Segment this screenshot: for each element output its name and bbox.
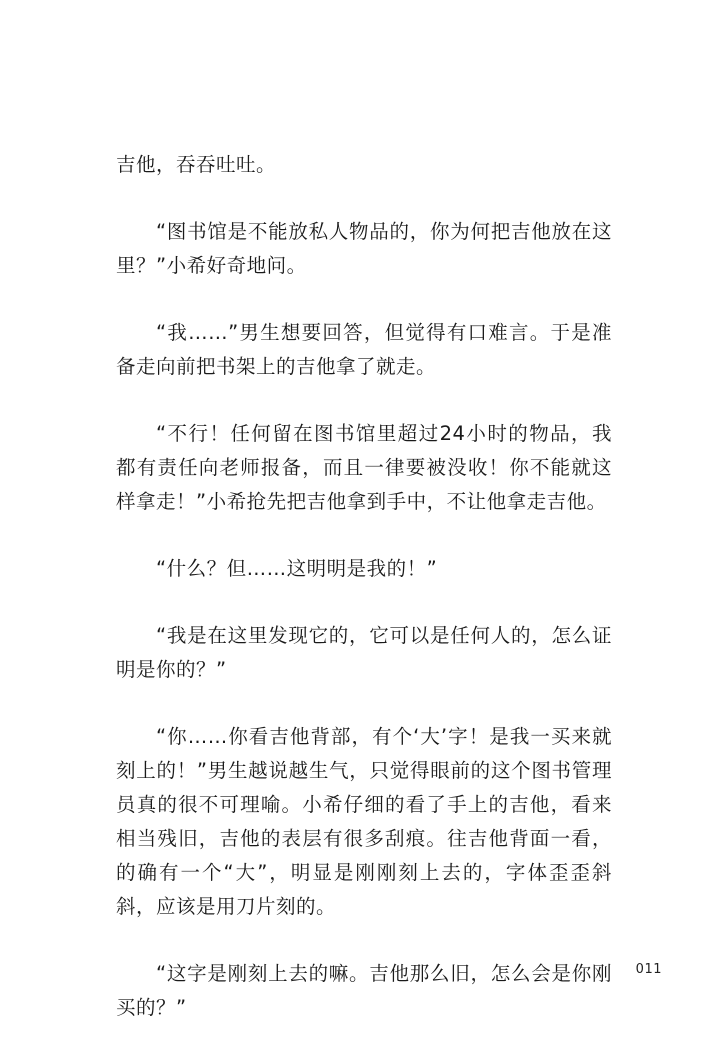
page-number: 011 <box>635 962 662 977</box>
paragraph-6: “我是在这里发现它的，它可以是任何人的，怎么证明是你的？” <box>116 624 612 681</box>
paragraph-7: “你……你看吉他背部，有个‘大’字！是我一买来就刻上的！”男生越说越生气，只觉得眼前的这个图书管理员真的很不可理喻。小希仔细的看了手上的吉他，看来相当残旧，吉他的表层有很多刮痕。往吉他背面一看，的确有一个“大”，明显是刚刚刻上去的，字体歪歪斜斜，应该是用刀片刻的。 <box>116 725 612 918</box>
paragraph-3: “我……”男生想要回答，但觉得有口难言。于是准备走向前把书架上的吉他拿了就走。 <box>116 321 612 378</box>
body-text <box>116 148 612 1058</box>
paragraph-5: “什么？但……这明明是我的！” <box>156 557 438 580</box>
paragraph-2: “图书馆是不能放私人物品的，你为何把吉他放在这里？”小希好奇地问。 <box>116 220 612 277</box>
paragraph-8: “这字是刚刻上去的嘛。吉他那么旧，怎么会是你刚买的？” <box>116 962 612 1019</box>
paragraph-1: 吉他，吞吞吐吐。 <box>116 153 277 176</box>
paragraph-4: “不行！任何留在图书馆里超过24小时的物品，我都有责任向老师报备，而且一律要被没收！你不能就这样拿走！”小希抢先把吉他拿到手中，不让他拿走吉他。 <box>116 422 612 513</box>
